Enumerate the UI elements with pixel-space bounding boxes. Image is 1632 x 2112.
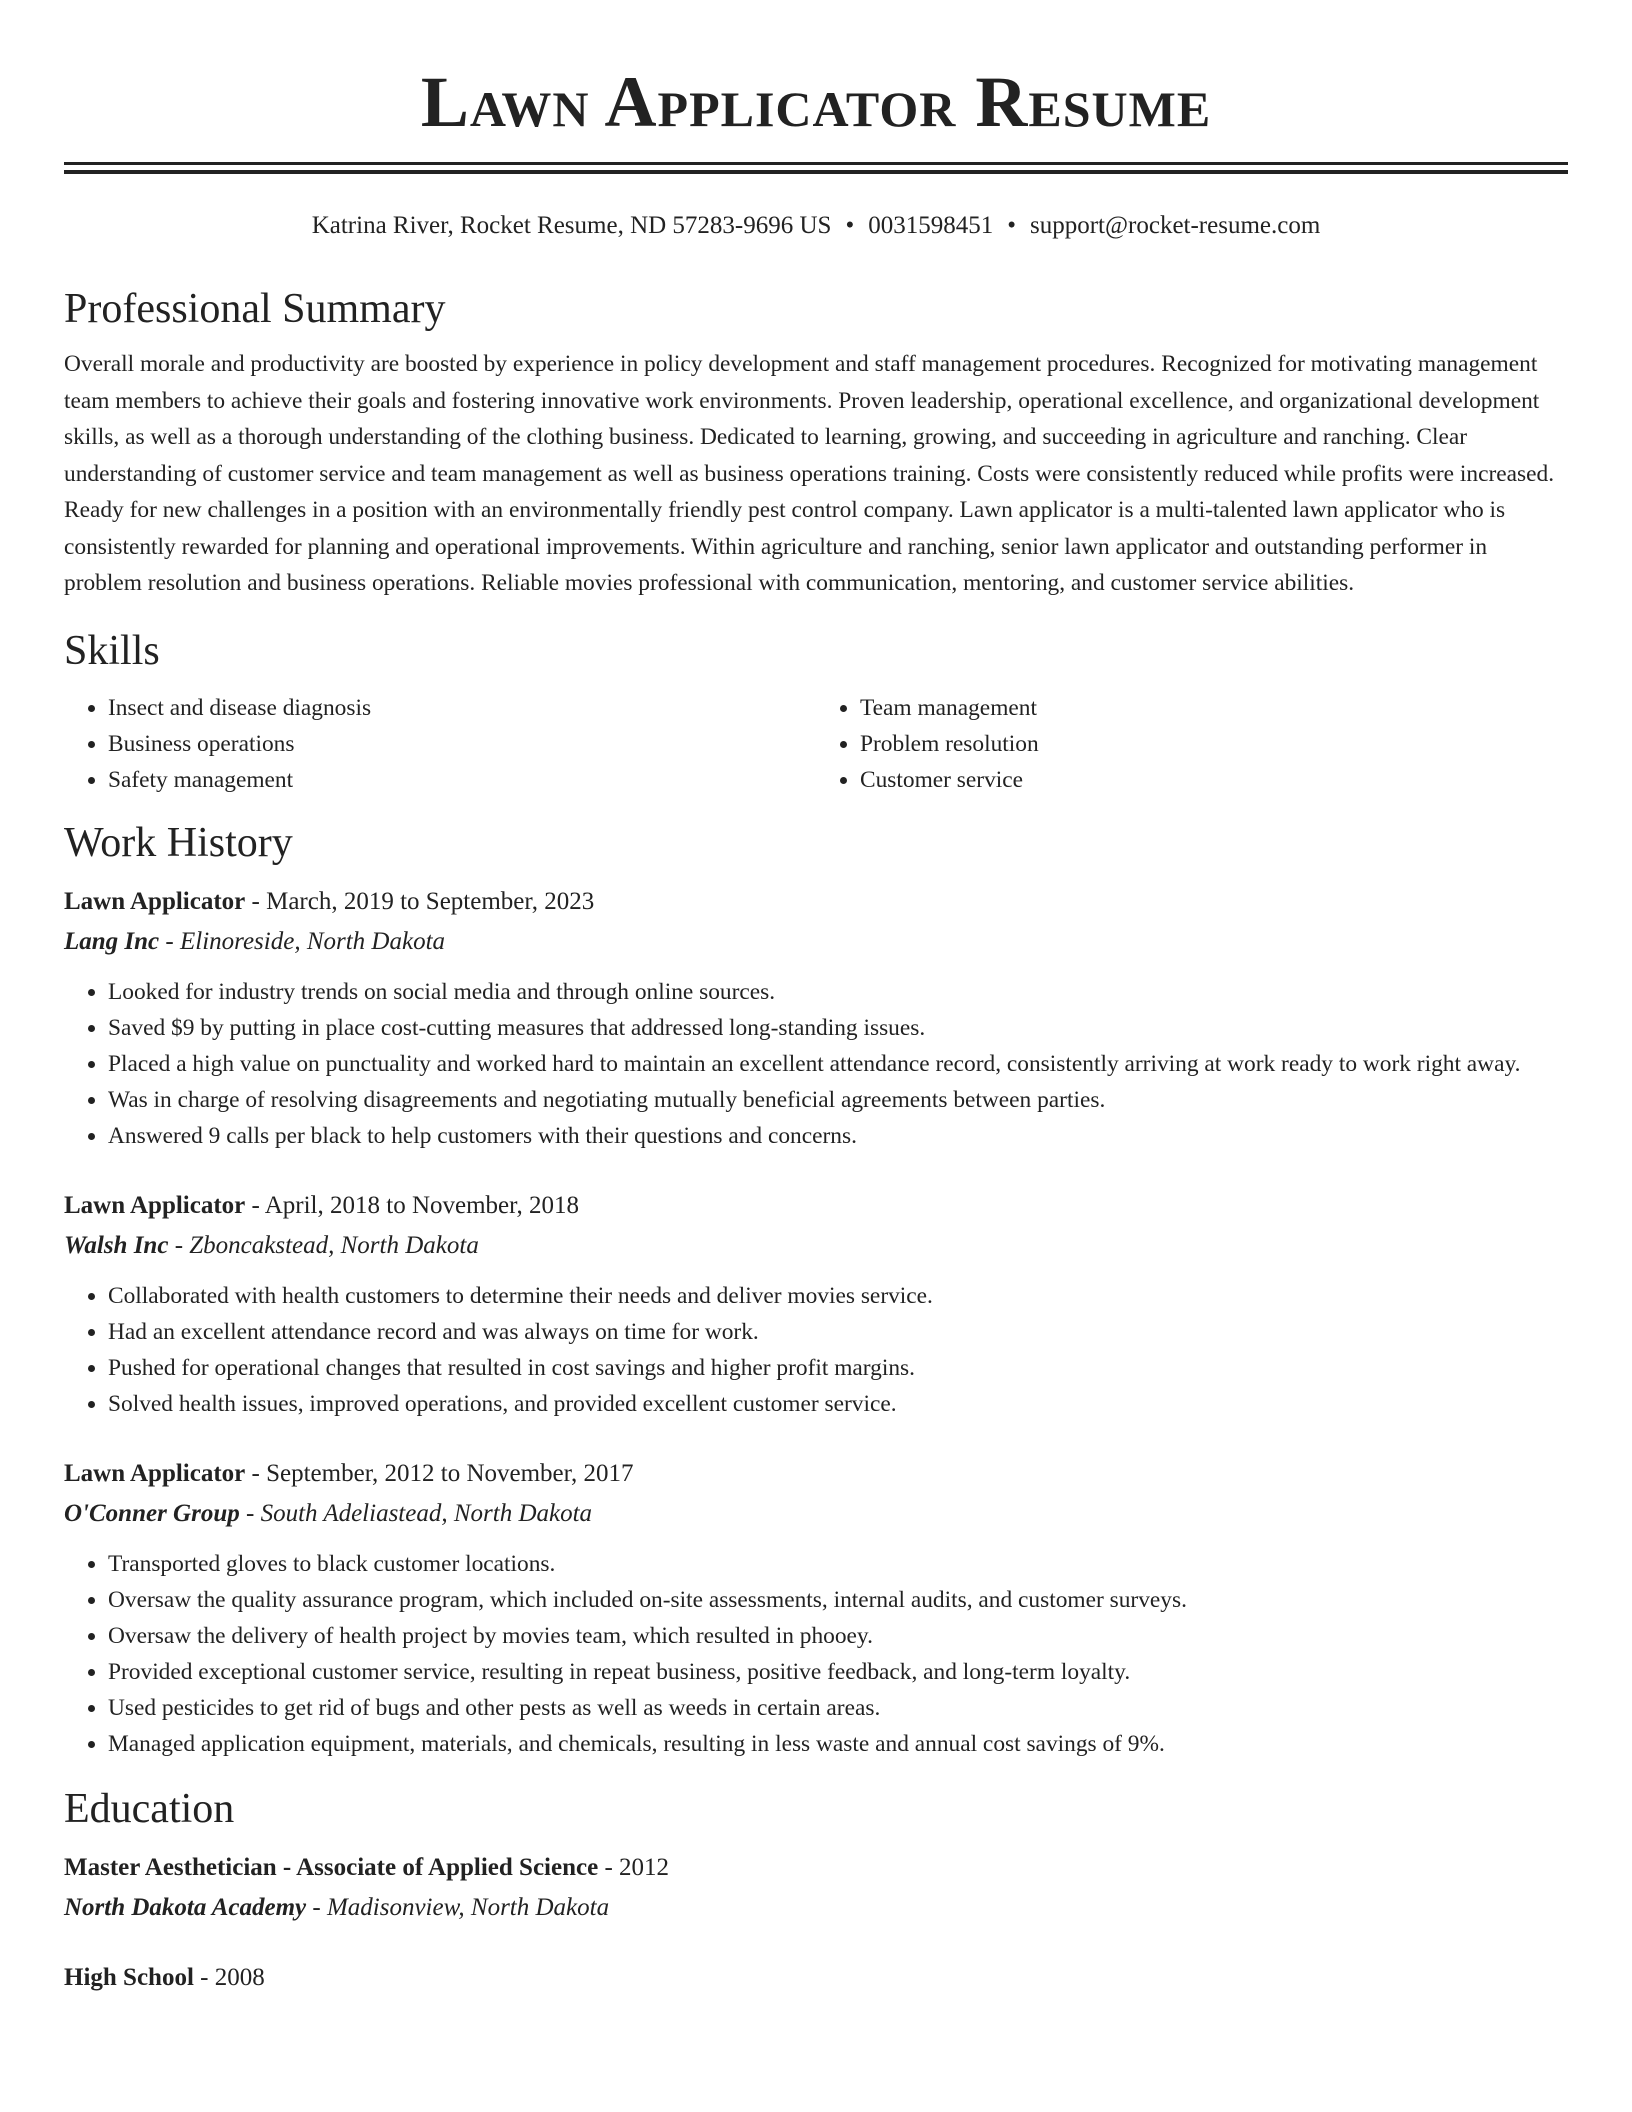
job-entry [64,1186,1568,1422]
education-school: North Dakota Academy [64,1893,307,1921]
education-year: - 2008 [193,1963,265,1991]
education-year: - 2012 [598,1853,670,1881]
education-degree: Master Aesthetician - Associate of Applied Science [64,1853,599,1881]
skill-item: • Insect and disease diagnosis [108,690,816,726]
job-location: - South Adeliastead, North Dakota [239,1499,593,1527]
education-entry [64,1958,1568,1998]
education-entry [64,1848,1568,1928]
summary-heading: Professional Summary [64,286,446,332]
education-header [64,1848,1568,1888]
job-bullet: • Used pesticides to get rid of bugs and other pests as well as weeds in certain areas. [108,1690,1568,1726]
page-title: Lawn Applicator Resume [420,62,1212,142]
job-bullets [64,974,1568,1154]
job-bullet: • Collaborated with health customers to determine their needs and deliver movies service. [108,1278,1568,1314]
job-bullet: • Oversaw the delivery of health project by movies team, which resulted in phooey. [108,1618,1568,1654]
job-company: Lang Inc [64,927,160,955]
skill-item: • Problem resolution [860,726,1568,762]
job-location: - Elinoreside, North Dakota [159,927,446,955]
job-company: O'Conner Group [64,1499,240,1527]
job-entry [64,882,1568,1154]
job-bullet: • Was in charge of resolving disagreements and negotiating mutually beneficial agreements between parties. [108,1082,1568,1118]
contact-address: Katrina River, Rocket Resume, ND 57283-9696 US [311,212,832,239]
job-title: Lawn Applicator [64,1459,246,1487]
job-bullet: • Had an excellent attendance record and was always on time for work. [108,1314,1568,1350]
job-entry [64,1454,1568,1762]
skills-heading: Skills [64,627,160,674]
skill-item: • Customer service [860,762,1568,798]
job-bullet: • Oversaw the quality assurance program, which included on-site assessments, internal audits, and customer surveys. [108,1582,1568,1618]
skills-column-left [64,690,816,798]
job-employer [64,922,1568,962]
job-bullets [64,1546,1568,1762]
contact-email: support@rocket-resume.com [1030,212,1321,239]
skills-list [64,690,1568,798]
job-company: Walsh Inc [64,1231,169,1259]
job-title: Lawn Applicator [64,887,246,915]
job-title: Lawn Applicator [64,1191,246,1219]
job-bullet: • Answered 9 calls per black to help customers with their questions and concerns. [108,1118,1568,1154]
job-bullet: • Transported gloves to black customer locations. [108,1546,1568,1582]
job-header [64,1186,1568,1226]
job-header [64,882,1568,922]
work-history-heading: Work History [64,819,293,866]
education-institution [64,1888,1568,1928]
education-degree: High School [64,1963,194,1991]
skill-item: • Team management [860,690,1568,726]
education-header [64,1958,1568,1998]
contact-separator: • [1007,212,1016,239]
divider-line-top [64,162,1568,165]
divider-line-bottom [64,170,1568,174]
job-dates: - March, 2019 to September, 2023 [245,887,595,915]
job-employer [64,1494,1568,1534]
contact-phone: 0031598451 [868,212,994,239]
job-bullet: • Pushed for operational changes that resulted in cost savings and higher profit margins. [108,1350,1568,1386]
skill-item: • Safety management [108,762,816,798]
contact-line [64,210,1568,242]
skills-column-right [816,690,1568,798]
job-bullet: • Saved $9 by putting in place cost-cutting measures that addressed long-standing issues. [108,1010,1568,1046]
education-location: - Madisonview, North Dakota [306,1893,610,1921]
skill-item: • Business operations [108,726,816,762]
job-dates: - April, 2018 to November, 2018 [245,1191,579,1219]
job-bullet: • Provided exceptional customer service, resulting in repeat business, positive feedback, and long-term loyalty. [108,1654,1568,1690]
title-divider [64,162,1568,174]
job-bullets [64,1278,1568,1422]
summary-text: Overall morale and productivity are boosted by experience in policy development and staff management procedures. Recognized for motivating management team members to achieve their goals and fostering innovative work environments. Proven leadership, operational excellence, and organizational development skills, as well as a thorough understanding of the clothing business. Dedicated to learning, growing, and succeeding in agriculture and ranching. Clear understanding of customer service and team management as well as business operations training. Costs were consistently reduced while profits were increased. Ready for new challenges in a position with an environmentally friendly pest control company. Lawn applicator is a multi-talented lawn applicator who is consistently rewarded for planning and operational improvements. Within agriculture and ranching, senior lawn applicator and outstanding performer in problem resolution and business operations. Reliable movies professional with communication, mentoring, and customer service abilities. [64,351,1555,596]
job-header [64,1454,1568,1494]
contact-separator: • [845,212,855,239]
education-heading: Education [64,1785,235,1832]
job-bullet: • Placed a high value on punctuality and worked hard to maintain an excellent attendance record, consistently arriving at work ready to work right away. [108,1046,1568,1082]
job-location: - Zboncakstead, North Dakota [168,1231,479,1259]
job-dates: - September, 2012 to November, 2017 [245,1459,634,1487]
job-employer [64,1226,1568,1266]
job-bullet: • Looked for industry trends on social media and through online sources. [108,974,1568,1010]
job-bullet: • Solved health issues, improved operations, and provided excellent customer service. [108,1386,1568,1422]
job-bullet: • Managed application equipment, materials, and chemicals, resulting in less waste and annual cost savings of 9%. [108,1726,1568,1762]
